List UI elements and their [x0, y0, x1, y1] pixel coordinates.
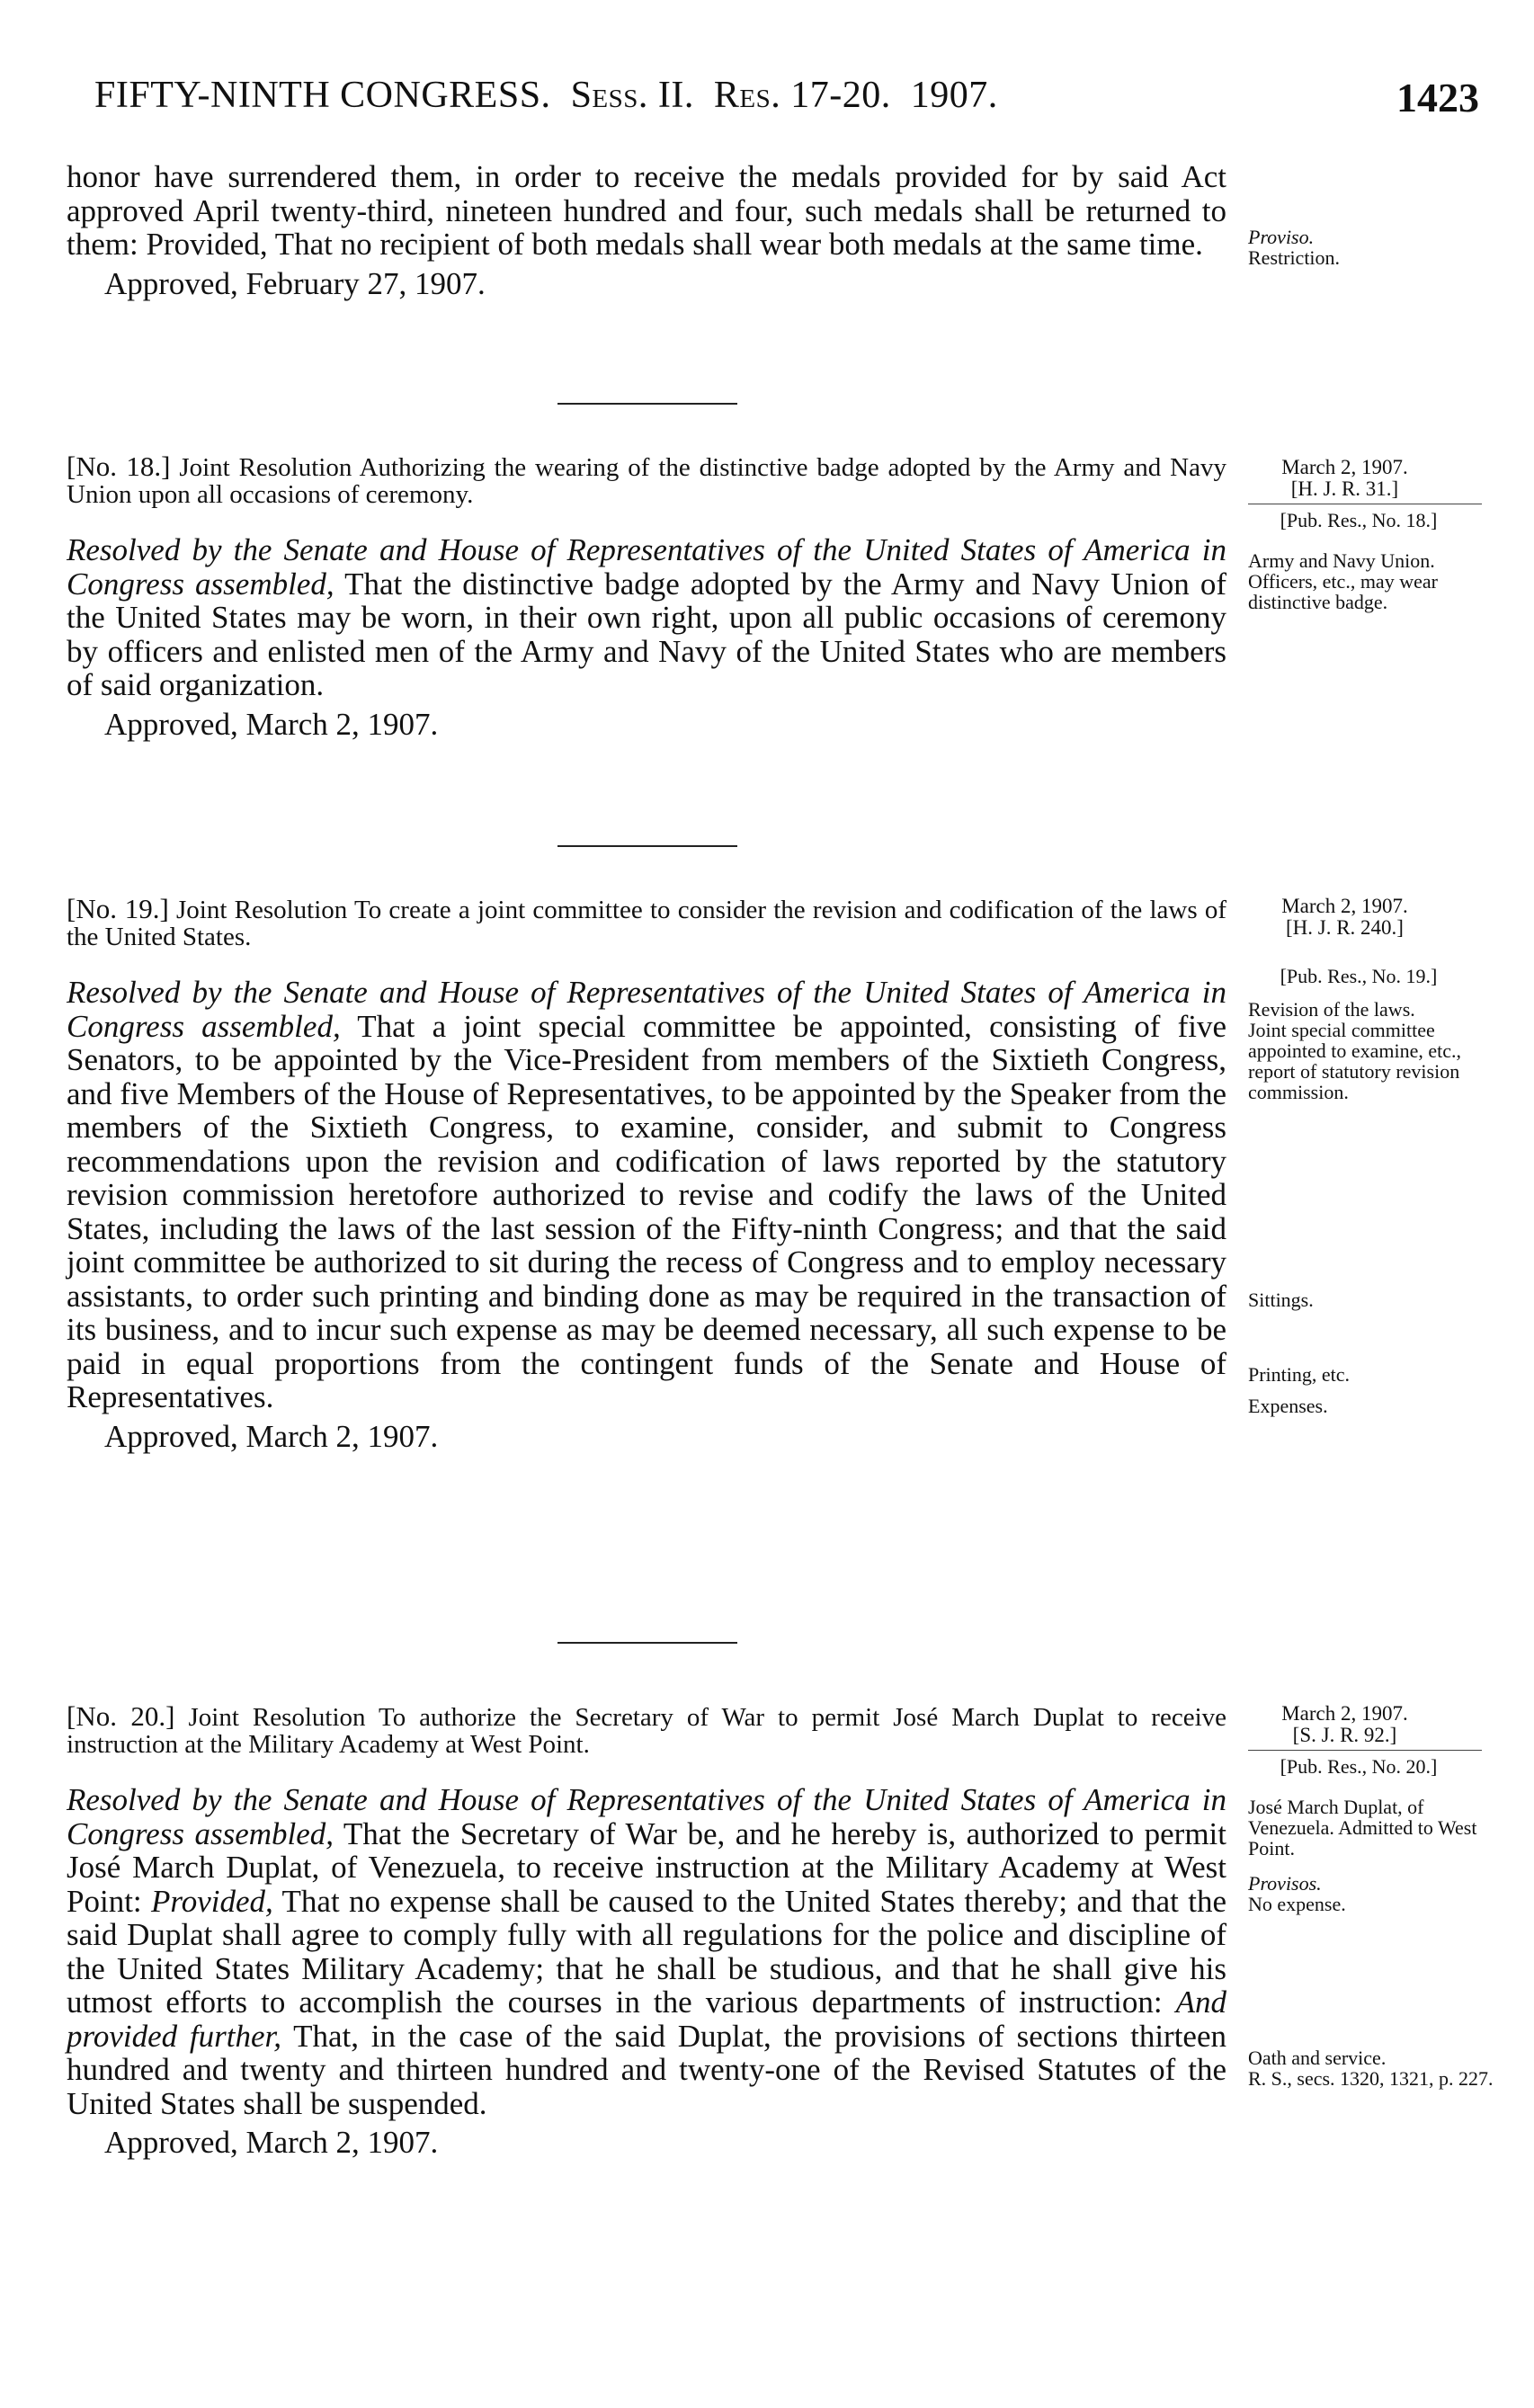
res18-number: [No. 18.] [67, 450, 171, 482]
res19-margin-note-2: Joint special committee appointed to examine, etc., report of statutory revision commission. [1248, 1019, 1462, 1103]
section-divider [557, 845, 737, 847]
res18-approved: Approved, March 2, 1907. [104, 706, 439, 742]
res18-body [67, 533, 1226, 702]
res19-margin-note-1: Revision of the laws. [1248, 998, 1415, 1021]
header-title [94, 74, 998, 117]
page-number: 1423 [1396, 75, 1479, 120]
intro-text: honor have surrendered them, in order to receive the medals provided for by said Act approved April twenty-third, nineteen hundred and four, such medals shall be returned to them: Provided, That no recipient of both medals shall wear both medals at the same time. [67, 159, 1226, 262]
res20-text-c: That, in the case of the said Duplat, the provisions of sections thirteen hundred and twenty and thirteen hundred and twenty-one of the Revised Statutes of the United States shall be suspended. [67, 2018, 1226, 2121]
res19-title: Joint Resolution To create a joint committee to consider the revision and codification of the laws of the United States. [67, 896, 1226, 951]
res18-margin-note: Army and Navy Union. Officers, etc., may wear distinctive badge. [1248, 549, 1438, 613]
res20-date: March 2, 1907. [1281, 1702, 1408, 1725]
res20-body [67, 1783, 1226, 2120]
res19-margin-sittings: Sittings. [1248, 1289, 1314, 1311]
res19-enacting-clause: Resolved by the Senate and House of Representatives of the United States of America in Congress assembled, [67, 975, 1226, 1044]
res20-margin-rs: R. S., secs. 1320, 1321, p. 227. [1248, 2067, 1494, 2090]
res18-text: That the distinctive badge adopted by the Army and Navy Union of the United States may be worn, in their own right, upon all public occasions of ceremony by officers and enlisted men of the Army and Navy of the United States who are members of said organization. [67, 566, 1226, 702]
res19-body [67, 976, 1226, 1414]
resolution-19 [67, 893, 1227, 1454]
running-header [94, 74, 1479, 128]
intro-section [67, 160, 1226, 301]
res19-bill: [H. J. R. 240.] [1286, 916, 1404, 939]
res20-margin-oath: Oath and service. [1248, 2047, 1387, 2069]
res18-pub-res: [Pub. Res., No. 18.] [1280, 509, 1438, 531]
res19-date: March 2, 1907. [1281, 895, 1408, 917]
res20-bill: [S. J. R. 92.] [1292, 1724, 1397, 1746]
res20-text-b: That no expense shall be caused to the United States thereby; and that the said Duplat shall agree to comply fully with all regulations for the police and discipline of the United States Military Academy; that he shall be studious, and that he shall give his utmost efforts to accomplish the courses in the various departments of instruction: [67, 1883, 1226, 2020]
res20-enacting-clause: Resolved by the Senate and House of Representatives of the United States of America in Congress assembled, [67, 1782, 1226, 1851]
res20-pub-res: [Pub. Res., No. 20.] [1280, 1755, 1438, 1778]
res19-number: [No. 19.] [67, 893, 169, 924]
res20-margin-rule [1248, 1750, 1482, 1751]
res20-text-a: That the Secretary of War be, and he hereby is, authorized to permit José March Duplat, of Venezuela, to receive instruction at the Military Academy at West Point: [67, 1815, 1226, 1919]
res18-enacting-clause: Resolved by the Senate and House of Representatives of the United States of America in Congress assembled, [67, 532, 1226, 602]
res20-title: Joint Resolution To authorize the Secretary of War to permit José March Duplat to receive instruction at the Military Academy at West Point. [67, 1703, 1226, 1759]
header-congress: FIFTY-NINTH CONGRESS. [94, 75, 551, 116]
res18-caption [67, 450, 1226, 509]
res18-margin-notes [1248, 457, 1500, 612]
header-year: 1907. [910, 75, 998, 116]
res19-margin-notes [1248, 896, 1500, 1416]
header-session: Sess. II. [570, 75, 694, 116]
header-resolutions: Res. 17-20. [713, 75, 891, 116]
intro-paragraph [67, 160, 1226, 262]
res19-margin-printing: Printing, etc. [1248, 1363, 1351, 1386]
res20-provided-further: And provided further, [67, 1984, 1227, 2054]
section-divider [557, 1642, 737, 1644]
res19-pub-res: [Pub. Res., No. 19.] [1280, 965, 1438, 987]
res18-bill: [H. J. R. 31.] [1290, 477, 1399, 500]
res20-margin-provisos: Provisos. [1248, 1872, 1322, 1895]
res19-margin-expenses: Expenses. [1248, 1395, 1328, 1417]
res20-approved: Approved, March 2, 1907. [104, 2125, 439, 2160]
res19-approved: Approved, March 2, 1907. [104, 1418, 439, 1454]
res20-caption [67, 1700, 1226, 1759]
intro-approved: Approved, February 27, 1907. [104, 265, 486, 301]
res19-text: That a joint special committee be appointed, consisting of five Senators, to be appointed by the Vice-President from members of the Sixtieth Congress, and five Members of the House of Representatives, to be appointed by the Speaker from the members of the Sixtieth Congress, to examine, consider, and submit to Congress recommendations upon the revision and codification of laws reported by the statutory revision commission heretofore authorized to revise and codify the laws of the United States, including the laws of the last session of the Fifty-ninth Congress; and that the said joint committee be authorized to sit during the recess of Congress and to employ necessary assistants, to order such printing and binding done as may be required in the transaction of its business, and to incur such expense as may be deemed necessary, all such expense to be paid in equal proportions from the contingent funds of the Senate and House of Representatives. [67, 1008, 1227, 1414]
res20-margin-notes [1248, 1703, 1500, 2089]
intro-margin-notes [1248, 227, 1500, 268]
res20-margin-no-expense: No expense. [1248, 1893, 1346, 1915]
margin-restriction: Restriction. [1248, 246, 1341, 269]
res20-provided: Provided, [151, 1883, 273, 1919]
res20-number: [No. 20.] [67, 1700, 175, 1732]
resolution-18 [67, 450, 1226, 742]
res18-title: Joint Resolution Authorizing the wearing of the distinctive badge adopted by the Army and Navy Union upon all occasions of ceremony. [67, 453, 1226, 509]
res19-caption [67, 893, 1226, 951]
res20-margin-note-1: José March Duplat, of Venezuela. Admitted to West Point. [1248, 1796, 1477, 1860]
resolution-20 [67, 1700, 1227, 2160]
res18-date: March 2, 1907. [1281, 456, 1408, 478]
margin-proviso: Proviso. [1248, 226, 1315, 248]
section-divider [557, 403, 737, 405]
